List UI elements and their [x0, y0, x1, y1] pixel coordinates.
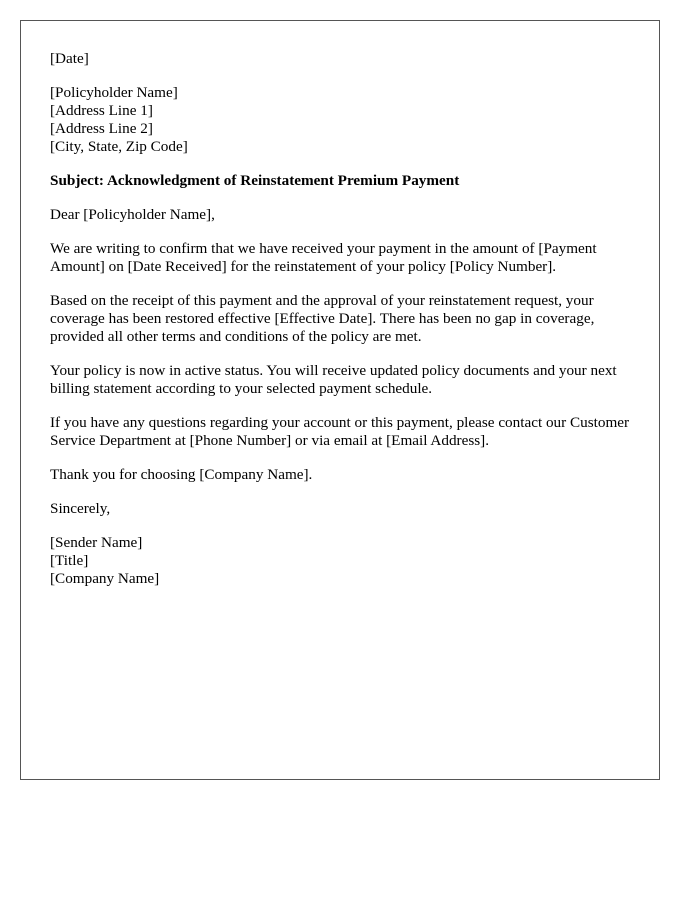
letter-frame [20, 20, 660, 780]
paragraph-payment-confirmation: We are writing to confirm that we have received your payment in the amount of [Payment Amount] on [Date Received] for the reinstatement of your policy [Policy Number]. [50, 240, 597, 275]
recipient-city-state-zip: [City, State, Zip Code] [50, 138, 188, 155]
sender-name: [Sender Name] [50, 534, 143, 551]
letter-subject: Subject: Acknowledgment of Reinstatement Premium Payment [50, 172, 460, 189]
sender-title: [Title] [50, 552, 89, 569]
signature-block [50, 534, 635, 588]
letter-salutation: Dear [Policyholder Name], [50, 206, 215, 223]
paragraph-contact-info: If you have any questions regarding your account or this payment, please contact our Customer Service Department at [Phone Number] or via email at [Email Address]. [50, 414, 630, 449]
recipient-address-block [50, 84, 635, 156]
sender-company-name: [Company Name] [50, 570, 160, 587]
recipient-address-line-2: [Address Line 2] [50, 120, 153, 137]
recipient-address-line-1: [Address Line 1] [50, 102, 153, 119]
paragraph-thank-you: Thank you for choosing [Company Name]. [50, 466, 313, 483]
letter-date: [Date] [50, 50, 89, 67]
recipient-name: [Policyholder Name] [50, 84, 178, 101]
letter-closing: Sincerely, [50, 500, 111, 517]
letter-body [50, 50, 635, 604]
paragraph-coverage-restored: Based on the receipt of this payment and the approval of your reinstatement request, your coverage has been restored effective [Effective Date]. There has been no gap in coverage, provided all other terms and conditions of the policy are met. [50, 292, 595, 345]
paragraph-active-status: Your policy is now in active status. You will receive updated policy documents and your next billing statement according to your selected payment schedule. [50, 362, 617, 397]
